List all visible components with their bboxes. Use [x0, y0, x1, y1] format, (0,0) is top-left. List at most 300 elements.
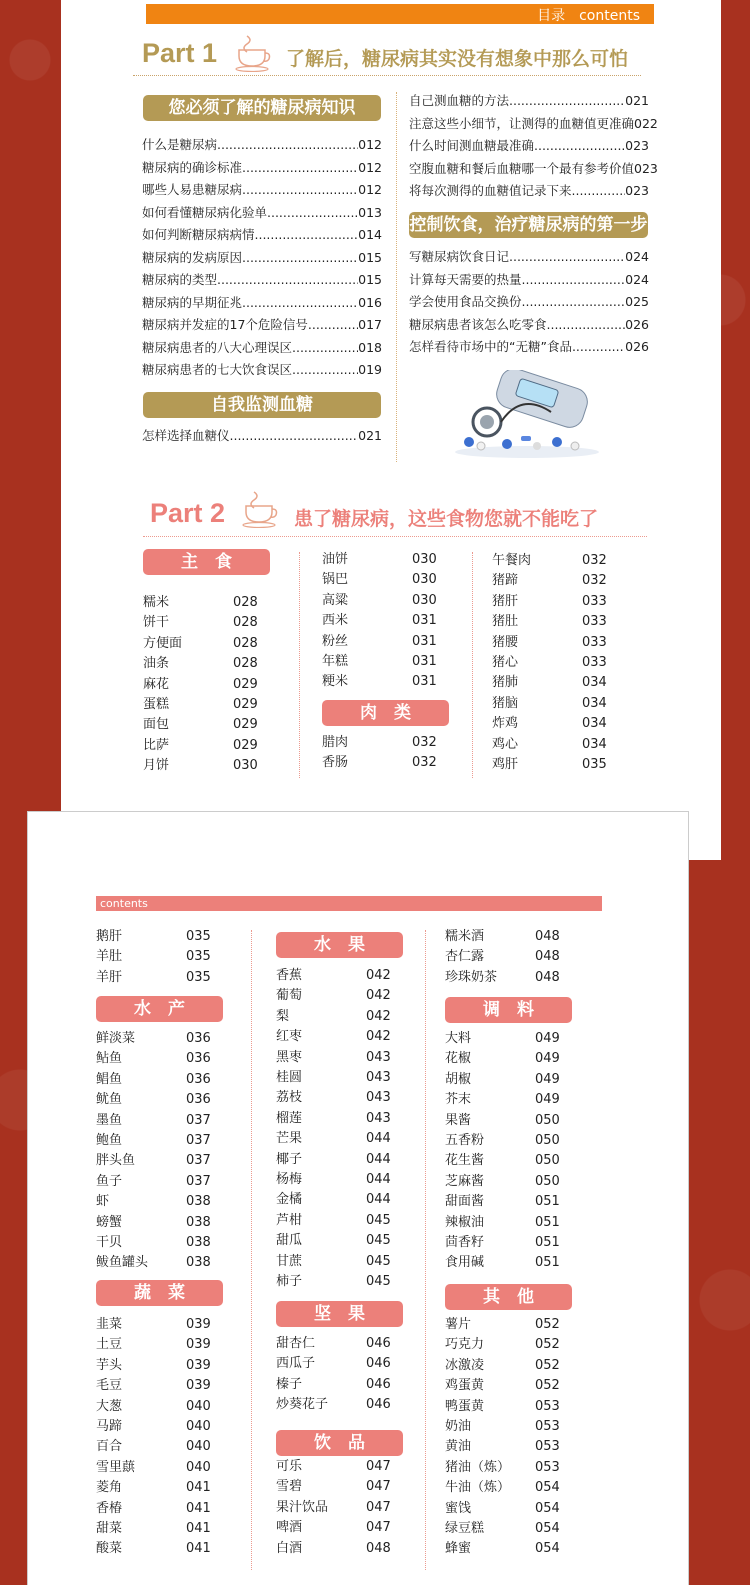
food-name: 猪心	[492, 655, 519, 671]
toc-entry[interactable]	[142, 134, 382, 157]
food-name: 啤酒	[276, 1520, 303, 1536]
food-name: 炒葵花子	[276, 1397, 329, 1413]
food-entry[interactable]	[276, 1007, 391, 1027]
food-entry[interactable]	[143, 613, 258, 633]
toc-entry-page: 015	[358, 249, 382, 265]
food-entry[interactable]	[445, 1049, 560, 1069]
toc-entry-title: 糖尿病的确诊标准	[142, 159, 243, 175]
food-entry[interactable]	[322, 672, 437, 692]
food-page: 034	[582, 695, 607, 711]
food-name: 土豆	[96, 1337, 123, 1353]
toc-entry-page: 022	[634, 115, 658, 131]
food-name: 猪腰	[492, 634, 519, 650]
food-page: 029	[233, 737, 258, 753]
food-entry[interactable]	[96, 1539, 211, 1559]
food-entry[interactable]	[445, 1172, 560, 1192]
food-entry[interactable]	[96, 1478, 211, 1498]
food-page: 042	[366, 1008, 391, 1024]
food-page: 032	[582, 573, 607, 589]
food-name: 比萨	[143, 737, 170, 753]
toc-entry[interactable]	[142, 224, 382, 247]
food-name: 麻花	[143, 676, 170, 692]
food-page: 048	[535, 929, 560, 944]
food-list-fruit	[276, 966, 391, 1293]
food-name: 鲳鱼	[96, 1071, 123, 1087]
food-entry[interactable]	[445, 1417, 560, 1437]
toc-entry[interactable]	[409, 180, 649, 203]
dot-leader	[534, 135, 625, 158]
food-entry[interactable]	[492, 653, 607, 673]
food-name: 羊肚	[96, 949, 123, 965]
food-name: 蛋糕	[143, 697, 170, 713]
toc-entry-title: 自己测血糖的方法	[409, 93, 510, 108]
food-entry[interactable]	[276, 1477, 391, 1497]
food-page: 043	[366, 1090, 391, 1106]
food-list-meat-cont	[492, 551, 607, 775]
toc-entry-page: 023	[625, 138, 649, 153]
food-entry[interactable]	[445, 968, 560, 988]
food-page: 050	[535, 1153, 560, 1169]
food-name: 猪肺	[492, 675, 519, 691]
food-page: 031	[412, 633, 437, 649]
food-name: 饼干	[143, 615, 170, 631]
food-name: 猪肝	[492, 593, 519, 609]
toc-entry-page: 021	[625, 93, 649, 108]
food-page: 053	[535, 1459, 560, 1475]
food-page: 051	[535, 1214, 560, 1230]
food-page: 050	[535, 1112, 560, 1128]
food-entry[interactable]	[445, 1151, 560, 1171]
food-name: 果汁饮品	[276, 1499, 329, 1515]
toc-entry-page: 024	[625, 249, 649, 264]
food-entry[interactable]	[445, 1397, 560, 1417]
food-entry[interactable]	[276, 1048, 391, 1068]
food-page: 045	[366, 1233, 391, 1249]
food-entry[interactable]	[276, 1068, 391, 1088]
food-name: 甜菜	[96, 1521, 123, 1537]
food-entry[interactable]	[276, 1252, 391, 1272]
food-page: 035	[186, 969, 211, 985]
food-entry[interactable]	[96, 968, 211, 988]
food-name: 榴莲	[276, 1110, 303, 1126]
category-banner-meat: 肉 类	[322, 700, 449, 726]
dot-leader	[230, 425, 359, 448]
food-page: 041	[186, 1480, 211, 1496]
food-name: 鹅肝	[96, 929, 123, 944]
food-page: 039	[186, 1357, 211, 1373]
dot-leader	[308, 314, 358, 337]
food-name: 大料	[445, 1031, 472, 1046]
toc-entry-page: 019	[358, 362, 382, 377]
food-page: 051	[535, 1194, 560, 1210]
food-entry[interactable]	[96, 1315, 211, 1335]
food-entry[interactable]	[143, 756, 258, 776]
toc-entry[interactable]	[409, 336, 649, 359]
header-label: 目录 contents	[537, 8, 640, 24]
food-name: 虾	[96, 1194, 110, 1210]
food-entry[interactable]	[276, 1190, 391, 1210]
food-entry[interactable]	[96, 1111, 211, 1131]
toc-entry-page: 014	[358, 227, 382, 242]
toc-entry-page: 017	[358, 317, 382, 332]
food-entry[interactable]	[322, 550, 437, 570]
toc-entry-title: 糖尿病患者的八大心理误区	[142, 339, 293, 355]
food-page: 033	[582, 614, 607, 630]
toc-entry[interactable]	[142, 202, 382, 225]
food-name: 薯片	[445, 1317, 472, 1332]
food-entry[interactable]	[96, 1090, 211, 1110]
food-page: 032	[582, 553, 607, 568]
toc-entry-title: 糖尿病的类型	[142, 272, 218, 287]
toc-entry[interactable]	[409, 269, 649, 292]
food-entry[interactable]	[96, 1192, 211, 1212]
dot-leader	[522, 269, 626, 292]
food-name: 鲜淡菜	[96, 1031, 136, 1046]
food-name: 年糕	[322, 654, 349, 670]
toc-entry[interactable]	[409, 291, 649, 314]
food-name: 鲅鱼罐头	[96, 1255, 149, 1271]
food-name: 芦柑	[276, 1212, 303, 1228]
food-entry[interactable]	[322, 652, 437, 672]
food-entry[interactable]	[276, 1334, 391, 1354]
food-entry[interactable]	[445, 1090, 560, 1110]
food-page: 035	[186, 949, 211, 965]
toc-entry-title: 糖尿病并发症的17个危险信号	[142, 317, 308, 332]
food-entry[interactable]	[96, 1397, 211, 1417]
food-entry[interactable]	[143, 695, 258, 715]
toc-entry[interactable]	[409, 90, 649, 113]
food-name: 胖头鱼	[96, 1153, 136, 1169]
toc-entry[interactable]	[409, 314, 649, 337]
food-page: 047	[366, 1459, 391, 1474]
food-entry[interactable]	[96, 1499, 211, 1519]
food-entry[interactable]	[492, 633, 607, 653]
food-entry[interactable]	[445, 1253, 560, 1273]
toc-entry-page: 012	[358, 137, 382, 152]
food-entry[interactable]	[276, 1539, 391, 1559]
food-entry[interactable]	[276, 986, 391, 1006]
food-entry[interactable]	[322, 753, 437, 773]
food-page: 034	[582, 675, 607, 691]
food-name: 腊肉	[322, 735, 349, 750]
food-entry[interactable]	[96, 1376, 211, 1396]
food-entry[interactable]	[492, 592, 607, 612]
food-page: 048	[366, 1540, 391, 1556]
food-entry[interactable]	[96, 1356, 211, 1376]
food-name: 茴香籽	[445, 1235, 485, 1251]
toc-entry-title: 怎样看待市场中的“无糖”食品	[409, 339, 572, 354]
food-entry[interactable]	[276, 1457, 391, 1477]
dot-leader	[547, 314, 626, 337]
food-page: 030	[412, 592, 437, 608]
toc-list-knowledge	[142, 134, 382, 382]
food-page: 038	[186, 1235, 211, 1251]
category-banner-staple: 主 食	[143, 549, 270, 575]
column-divider	[251, 930, 252, 1570]
food-name: 午餐肉	[492, 553, 532, 568]
food-name: 甘蔗	[276, 1253, 303, 1269]
toc-list-monitor	[142, 425, 382, 448]
toc-entry-title: 注意这些小细节，让测得的血糖值更准确	[409, 115, 635, 131]
food-entry[interactable]	[322, 632, 437, 652]
food-entry[interactable]	[492, 714, 607, 734]
food-name: 香蕉	[276, 968, 303, 983]
food-entry[interactable]	[96, 1519, 211, 1539]
toc-list-diet	[409, 246, 649, 359]
food-entry[interactable]	[96, 1458, 211, 1478]
toc-entry[interactable]	[409, 158, 658, 181]
food-name: 鸡蛋黄	[445, 1378, 485, 1394]
category-banner-other: 其 他	[445, 1284, 572, 1310]
food-name: 柿子	[276, 1274, 303, 1290]
food-name: 香椿	[96, 1500, 123, 1516]
toc-entry[interactable]	[142, 157, 382, 180]
toc-entry[interactable]	[409, 135, 649, 158]
food-name: 食用碱	[445, 1255, 485, 1271]
food-entry[interactable]	[445, 1315, 560, 1335]
food-page: 031	[412, 674, 437, 690]
food-list-drinks	[276, 1457, 391, 1559]
food-name: 雪碧	[276, 1479, 303, 1495]
food-name: 大葱	[96, 1398, 123, 1414]
food-entry[interactable]	[276, 1272, 391, 1292]
toc-entry[interactable]	[142, 337, 382, 360]
food-entry[interactable]	[445, 1478, 560, 1498]
food-entry[interactable]	[445, 1213, 560, 1233]
dot-leader	[217, 269, 358, 292]
food-name: 猪脑	[492, 695, 519, 711]
food-entry[interactable]	[96, 947, 211, 967]
toc-entry-page: 023	[634, 160, 658, 176]
food-entry[interactable]	[276, 1109, 391, 1129]
food-entry[interactable]	[276, 1498, 391, 1518]
food-name: 菱角	[96, 1480, 123, 1496]
food-entry[interactable]	[276, 1354, 391, 1374]
food-entry[interactable]	[276, 1211, 391, 1231]
food-entry[interactable]	[322, 611, 437, 631]
toc-entry-page: 021	[358, 428, 382, 443]
food-list-meat	[322, 733, 437, 774]
food-page: 039	[186, 1337, 211, 1353]
food-name: 油饼	[322, 552, 349, 567]
food-page: 044	[366, 1131, 391, 1147]
food-entry[interactable]	[96, 1253, 211, 1273]
food-entry[interactable]	[445, 1070, 560, 1090]
food-name: 百合	[96, 1439, 123, 1455]
food-entry[interactable]	[276, 1088, 391, 1108]
food-entry[interactable]	[445, 1233, 560, 1253]
food-page: 036	[186, 1071, 211, 1087]
toc-entry[interactable]	[142, 247, 382, 270]
food-entry[interactable]	[143, 654, 258, 674]
food-page: 039	[186, 1378, 211, 1394]
food-name: 花生酱	[445, 1153, 485, 1169]
food-page: 046	[366, 1397, 391, 1413]
food-name: 绿豆糕	[445, 1521, 485, 1537]
food-entry[interactable]	[276, 1375, 391, 1395]
food-name: 蜜饯	[445, 1500, 472, 1516]
food-entry[interactable]	[445, 1499, 560, 1519]
food-entry[interactable]	[322, 591, 437, 611]
food-name: 花椒	[445, 1051, 472, 1067]
food-entry[interactable]	[276, 1231, 391, 1251]
food-entry[interactable]	[445, 1192, 560, 1212]
food-entry[interactable]	[276, 1170, 391, 1190]
food-entry[interactable]	[276, 1395, 391, 1415]
toc-entry[interactable]	[142, 292, 382, 315]
food-entry[interactable]	[445, 1437, 560, 1457]
food-name: 鲍鱼	[96, 1133, 123, 1149]
food-page: 034	[582, 716, 607, 732]
food-page: 052	[535, 1378, 560, 1394]
food-page: 054	[535, 1480, 560, 1496]
food-entry[interactable]	[445, 1458, 560, 1478]
food-page: 043	[366, 1110, 391, 1126]
food-entry[interactable]	[492, 571, 607, 591]
food-name: 葡萄	[276, 988, 303, 1004]
food-name: 粳米	[322, 674, 349, 690]
food-entry[interactable]	[276, 1150, 391, 1170]
section-banner-knowledge: 您必须了解的糖尿病知识	[143, 95, 381, 121]
food-page: 032	[412, 755, 437, 771]
food-entry[interactable]	[445, 1335, 560, 1355]
food-entry[interactable]	[445, 1131, 560, 1151]
food-entry[interactable]	[492, 694, 607, 714]
food-entry[interactable]	[96, 1172, 211, 1192]
food-page: 052	[535, 1317, 560, 1332]
section-banner-diet: 控制饮食，治疗糖尿病的第一步	[409, 212, 648, 238]
food-name: 桂圆	[276, 1070, 303, 1086]
food-page: 054	[535, 1541, 560, 1557]
food-entry[interactable]	[96, 1437, 211, 1457]
food-entry[interactable]	[96, 1335, 211, 1355]
food-page: 028	[233, 656, 258, 672]
food-entry[interactable]	[96, 1233, 211, 1253]
dot-leader	[242, 157, 358, 180]
food-name: 椰子	[276, 1151, 303, 1167]
food-entry[interactable]	[322, 570, 437, 590]
food-name: 鸡肝	[492, 757, 519, 773]
food-name: 羊肝	[96, 969, 123, 985]
food-name: 墨鱼	[96, 1112, 123, 1128]
food-page: 041	[186, 1541, 211, 1557]
food-name: 杏仁露	[445, 949, 485, 965]
food-entry[interactable]	[96, 1049, 211, 1069]
dot-leader	[509, 90, 625, 113]
food-entry[interactable]	[445, 1539, 560, 1559]
food-entry[interactable]	[322, 733, 437, 753]
food-name: 芋头	[96, 1357, 123, 1373]
food-entry[interactable]	[143, 593, 258, 613]
toc-entry-title: 学会使用食品交换份	[409, 294, 522, 309]
food-entry[interactable]	[96, 1213, 211, 1233]
food-name: 芝麻酱	[445, 1173, 485, 1189]
toc-entry[interactable]	[142, 179, 382, 202]
food-name: 酸菜	[96, 1541, 123, 1557]
food-entry[interactable]	[96, 1029, 211, 1049]
food-entry[interactable]	[492, 612, 607, 632]
food-entry[interactable]	[276, 1129, 391, 1149]
contents-bar-label: contents	[100, 897, 148, 910]
food-entry[interactable]	[143, 675, 258, 695]
food-page: 030	[233, 758, 258, 774]
food-name: 韭菜	[96, 1317, 123, 1332]
toc-entry[interactable]	[142, 425, 382, 448]
food-entry[interactable]	[276, 966, 391, 986]
food-name: 果酱	[445, 1112, 472, 1128]
food-list-seasoning	[445, 1029, 560, 1274]
food-entry[interactable]	[445, 927, 560, 947]
food-page: 033	[582, 655, 607, 671]
dot-leader	[292, 359, 358, 382]
dot-leader	[242, 247, 358, 270]
toc-entry-title: 什么时间测血糖最准确	[409, 138, 535, 153]
food-page: 049	[535, 1071, 560, 1087]
toc-entry-title: 糖尿病的早期征兆	[142, 294, 243, 310]
food-entry[interactable]	[143, 634, 258, 654]
food-page: 044	[366, 1192, 391, 1208]
food-entry[interactable]	[445, 1519, 560, 1539]
food-page: 054	[535, 1521, 560, 1537]
food-page: 053	[535, 1439, 560, 1455]
food-page: 050	[535, 1133, 560, 1149]
food-entry[interactable]	[445, 1356, 560, 1376]
food-entry[interactable]	[492, 735, 607, 755]
food-entry[interactable]	[492, 755, 607, 775]
food-page: 052	[535, 1337, 560, 1353]
food-entry[interactable]	[143, 736, 258, 756]
toc-entry[interactable]	[142, 359, 382, 382]
toc-entry[interactable]	[409, 246, 649, 269]
toc-entry[interactable]	[142, 269, 382, 292]
food-entry[interactable]	[96, 1070, 211, 1090]
food-page: 048	[535, 969, 560, 985]
food-page: 041	[186, 1500, 211, 1516]
food-entry[interactable]	[143, 715, 258, 735]
food-entry[interactable]	[96, 1151, 211, 1171]
food-name: 月饼	[143, 758, 170, 774]
food-page: 033	[582, 593, 607, 609]
toc-entry-title: 空腹血糖和餐后血糖哪一个最有参考价值	[409, 160, 635, 176]
food-entry[interactable]	[445, 1029, 560, 1049]
food-name: 猪油（炼）	[445, 1459, 511, 1475]
dot-leader	[242, 292, 358, 315]
food-entry[interactable]	[96, 1131, 211, 1151]
food-page: 045	[366, 1274, 391, 1290]
food-entry[interactable]	[276, 1027, 391, 1047]
food-page: 039	[186, 1317, 211, 1332]
toc-entry-page: 026	[625, 339, 649, 354]
toc-entry[interactable]	[409, 113, 658, 136]
food-page: 034	[582, 736, 607, 752]
toc-entry-title: 糖尿病患者该怎么吃零食	[409, 316, 547, 332]
food-entry[interactable]	[445, 1111, 560, 1131]
food-entry[interactable]	[96, 927, 211, 947]
food-entry[interactable]	[445, 947, 560, 967]
food-page: 046	[366, 1336, 391, 1351]
food-entry[interactable]	[492, 551, 607, 571]
food-entry[interactable]	[276, 1518, 391, 1538]
toc-entry[interactable]	[142, 314, 382, 337]
food-name: 糯米酒	[445, 929, 485, 944]
toc-entry-title: 计算每天需要的热量	[409, 271, 522, 287]
food-entry[interactable]	[96, 1417, 211, 1437]
food-page: 042	[366, 968, 391, 983]
food-entry[interactable]	[445, 1376, 560, 1396]
food-entry[interactable]	[492, 673, 607, 693]
food-list-vegetable	[96, 1315, 211, 1560]
category-banner-fruit: 水 果	[276, 932, 403, 958]
